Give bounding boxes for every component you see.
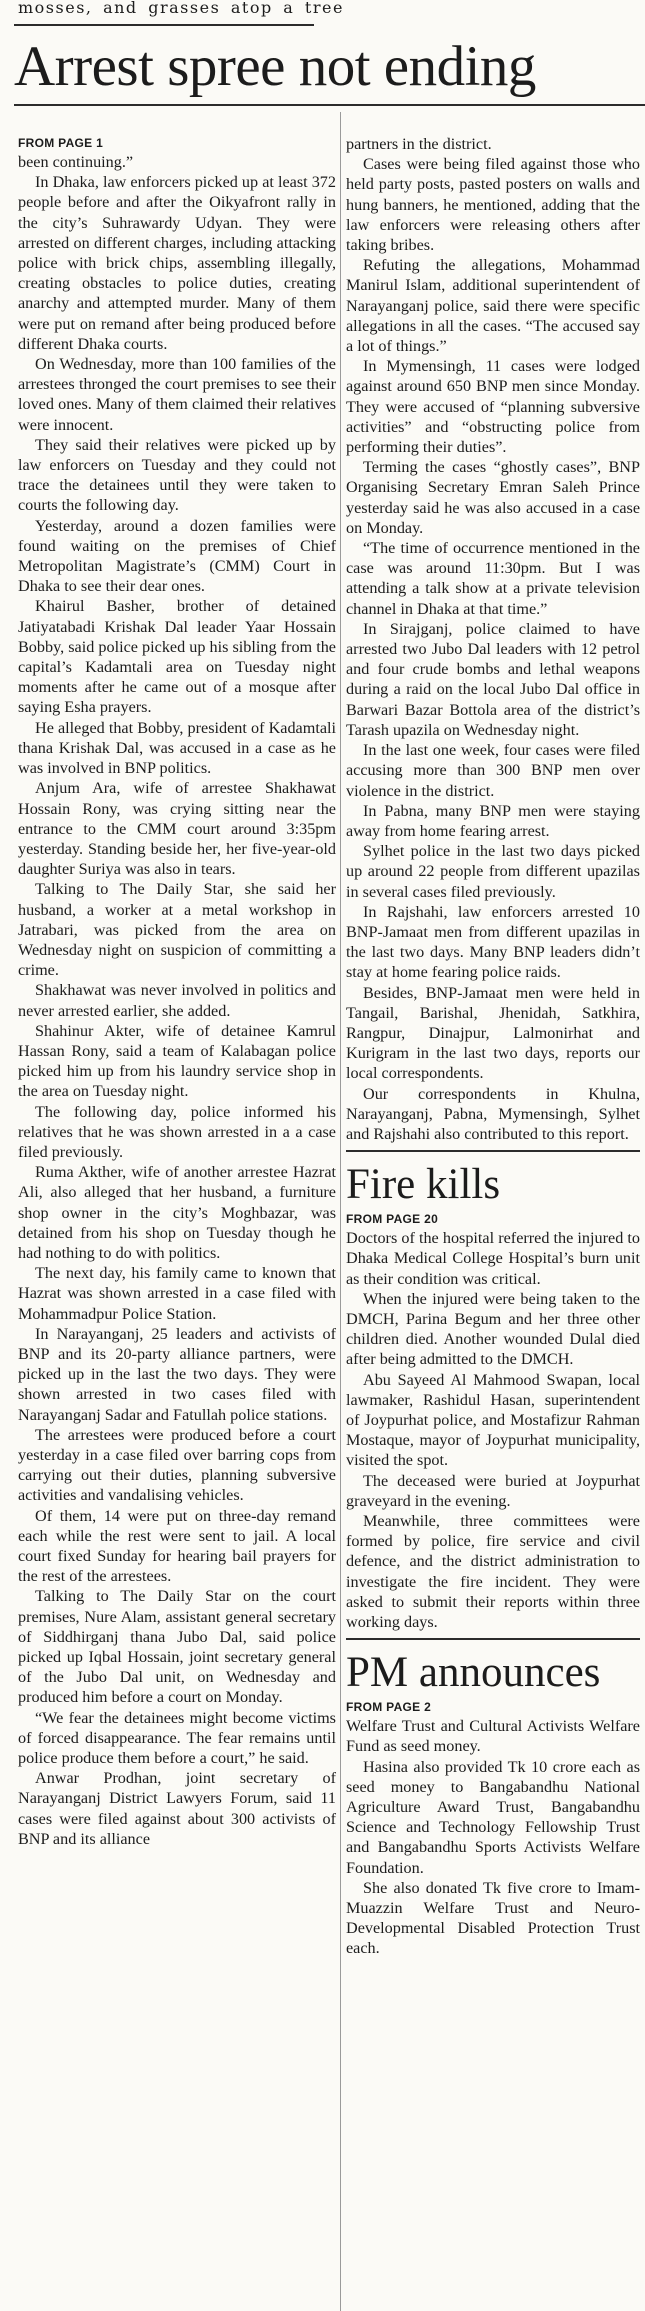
story-paragraph: Our correspondents in Khulna, Narayanganj, Pabna, Mymensingh, Sylhet and Rajshahi also contributed to this report. (346, 1084, 640, 1143)
story-paragraph: Sylhet police in the last two days picked up around 22 people from different upazilas in several cases filed previously. (346, 842, 640, 901)
main-story-column-2 (346, 136, 640, 1959)
headline-rule (14, 104, 645, 106)
story-paragraph: She also donated Tk five crore to Imam-Muazzin Welfare Trust and Neuro-Developmental Disabled Protection Trust each. (346, 1878, 640, 1958)
story-paragraph: Refuting the allegations, Mohammad Manirul Islam, additional superintendent of Narayanganj police, said there were specific allegations in all the cases. “The accused say a lot of things.” (346, 256, 640, 356)
story-paragraph: In Narayanganj, 25 leaders and activists of BNP and its 20-party alliance partners, were picked up in the last the two days. They were shown arrested in two cases filed with Narayanganj Sadar and Fatullah police stations. (18, 1324, 336, 1424)
story-paragraph: The next day, his family came to known that Hazrat was shown arrested in a case filed with Mohammadpur Police Station. (18, 1264, 336, 1323)
story-paragraph: “The time of occurrence mentioned in the case was around 11:30pm. But I was attending a talk show at a private television channel in Dhaka at that time.” (346, 539, 640, 618)
story-paragraph: Besides, BNP-Jamaat men were held in Tangail, Barishal, Jhenidah, Satkhira, Rangpur, Dinajpur, Lalmonirhat and Kurigram in the last two days, reports our local correspondents. (346, 983, 640, 1083)
story-paragraph: In Rajshahi, law enforcers arrested 10 BNP-Jamaat men from different upazilas in the last two days. Many BNP leaders didn’t stay at home fearing police raids. (346, 902, 640, 982)
story-paragraph: The arrestees were produced before a court yesterday in a case filed over barring cops from carrying out their duties, planning subversive activities and vandalising vehicles. (18, 1425, 336, 1505)
story-paragraph: Welfare Trust and Cultural Activists Welfare Fund as seed money. (346, 1717, 640, 1756)
story-paragraph: Abu Sayeed Al Mahmood Swapan, local lawmaker, Rashidul Hasan, superintendent of Joypurhat police, and Mostafizur Rahman Mostaque, mayor of Joypurhat municipality, visited the spot. (346, 1370, 640, 1470)
story-paragraph: Shahinur Akter, wife of detainee Kamrul Hassan Rony, said a team of Kalabagan police picked him up from his laundry service shop in the area on Tuesday night. (18, 1021, 336, 1101)
story-paragraph: They said their relatives were picked up by law enforcers on Tuesday and they could not trace the detainees until they were taken to courts the following day. (18, 435, 336, 515)
story-paragraph: partners in the district. (346, 135, 492, 153)
story-paragraph: Talking to The Daily Star, she said her husband, a worker at a metal workshop in Jatrabari, was picked from the area on Wednesday night on suspicion of committing a crime. (18, 880, 336, 980)
story-paragraph: In Mymensingh, 11 cases were lodged against around 650 BNP men since Monday. They were accused of “planning subversive activities” and “obstructing police from performing their duties”. (346, 357, 640, 457)
story-paragraph: Hasina also provided Tk 10 crore each as seed money to Bangabandhu National Agriculture Award Trust, Bangabandhu Science and Technology Fellowship Trust and Bangabandhu Sports Activists Welfare Foundation. (346, 1757, 640, 1877)
jump-label: FROM PAGE 2 (346, 1700, 432, 1715)
story-paragraph: The deceased were buried at Joypurhat graveyard in the evening. (346, 1471, 640, 1510)
story-paragraph: In the last one week, four cases were filed accusing more than 300 BNP men over violence in the district. (346, 741, 640, 800)
main-headline: Arrest spree not ending (14, 35, 536, 98)
jump-label: FROM PAGE 20 (346, 1212, 439, 1227)
main-story-column-1 (18, 136, 336, 1849)
section-rule (346, 1638, 640, 1640)
story-paragraph: In Dhaka, law enforcers picked up at least 372 people before and after the Oikyafront rally in the city’s Suhrawardy Udyan. They were arrested on different charges, including attacking police with brick chips, assembling illegally, creating obstacles to police duties, creating anarchy and attempted murder. Many of them were put on remand after being produced before different Dhaka courts. (18, 173, 336, 353)
story-paragraph: The following day, police informed his relatives that he was shown arrested in a a case filed previously. (18, 1102, 336, 1161)
story-paragraph: Khairul Basher, brother of detained Jatiyatabadi Krishak Dal leader Yaar Hossain Bobby, said police picked up his sibling from the capital’s Kadamtali area on Tuesday night moments after he came out of a mosque after saying Esha prayers. (18, 597, 336, 717)
story-paragraph: In Sirajganj, police claimed to have arrested two Jubo Dal leaders with 12 petrol and four crude bombs and lethal weapons during a raid on the local Jubo Dal office in Barwari Bazar Bottola area of the district’s Tarash upazila on Wednesday night. (346, 619, 640, 739)
story-paragraph: Shakhawat was never involved in politics and never arrested earlier, she added. (18, 981, 336, 1020)
top-divider (14, 24, 314, 26)
story-paragraph: Cases were being filed against those who held party posts, pasted posters on walls and hung banners, he mentioned, adding that the law enforcers were releasing others after taking bribes. (346, 155, 640, 255)
story-paragraph: “We fear the detainees might become victims of forced disappearance. The fear remains until police produce them before a court,” he said. (18, 1708, 336, 1768)
story-paragraph: Yesterday, around a dozen families were found waiting on the premises of Chief Metropolitan Magistrate’s (CMM) Court in Dhaka to see their dear ones. (18, 516, 336, 596)
story-paragraph: When the injured were being taken to the DMCH, Parina Begum and her three other children died. Another wounded Dulal died after being admitted to the DMCH. (346, 1289, 640, 1369)
story-paragraph: He alleged that Bobby, president of Kadamtali thana Krishak Dal, was accused in a case as he was involved in BNP politics. (18, 718, 336, 778)
jump-label: FROM PAGE 1 (18, 136, 104, 150)
pm-announces-headline: PM announces (346, 1649, 601, 1697)
story-paragraph: been continuing.” (18, 153, 134, 171)
story-paragraph: Doctors of the hospital referred the injured to Dhaka Medical College Hospital’s burn unit as their condition was critical. (346, 1229, 640, 1288)
story-paragraph: On Wednesday, more than 100 families of the arrestees thronged the court premises to see their loved ones. Many of them claimed their relatives were innocent. (18, 355, 336, 434)
story-paragraph: Ruma Akther, wife of another arrestee Hazrat Ali, also alleged that her husband, a furniture shop owner in the city’s Moghbazar, was detained from his shop on Tuesday though he had nothing to do with politics. (18, 1163, 336, 1262)
story-paragraph: Meanwhile, three committees were formed by police, fire service and civil defence, and the district administration to investigate the fire incident. They were asked to submit their reports within three working days. (346, 1512, 640, 1632)
fire-kills-headline: Fire kills (346, 1161, 501, 1209)
story-paragraph: Terming the cases “ghostly cases”, BNP Organising Secretary Emran Saleh Prince yesterday said he was also accused in a case on Monday. (346, 458, 640, 537)
story-paragraph: Of them, 14 were put on three-day remand each while the rest were sent to jail. A local court fixed Sunday for hearing bail prayers for the rest of the arrestees. (18, 1506, 336, 1586)
story-paragraph: Talking to The Daily Star on the court premises, Nure Alam, assistant general secretary of Siddhirganj thana Jubo Dal, said police picked up Iqbal Hossain, joint secretary general of the Jubo Dal unit, on Wednesday and produced him before a court on Monday. (18, 1587, 336, 1707)
column-divider (340, 112, 341, 2311)
previous-story-fragment: mosses, and grasses atop a tree (18, 0, 344, 17)
section-rule (346, 1150, 640, 1152)
story-paragraph: Anjum Ara, wife of arrestee Shakhawat Hossain Rony, was crying sitting near the entrance to the CMM court around 3:35pm yesterday. Standing beside her, her five-year-old daughter Suriya was also in tears. (18, 779, 336, 879)
story-paragraph: Anwar Prodhan, joint secretary of Narayanganj District Lawyers Forum, said 11 cases were filed against about 300 activists of BNP and its alliance (18, 1769, 336, 1848)
story-paragraph: In Pabna, many BNP men were staying away from home fearing arrest. (346, 801, 640, 840)
